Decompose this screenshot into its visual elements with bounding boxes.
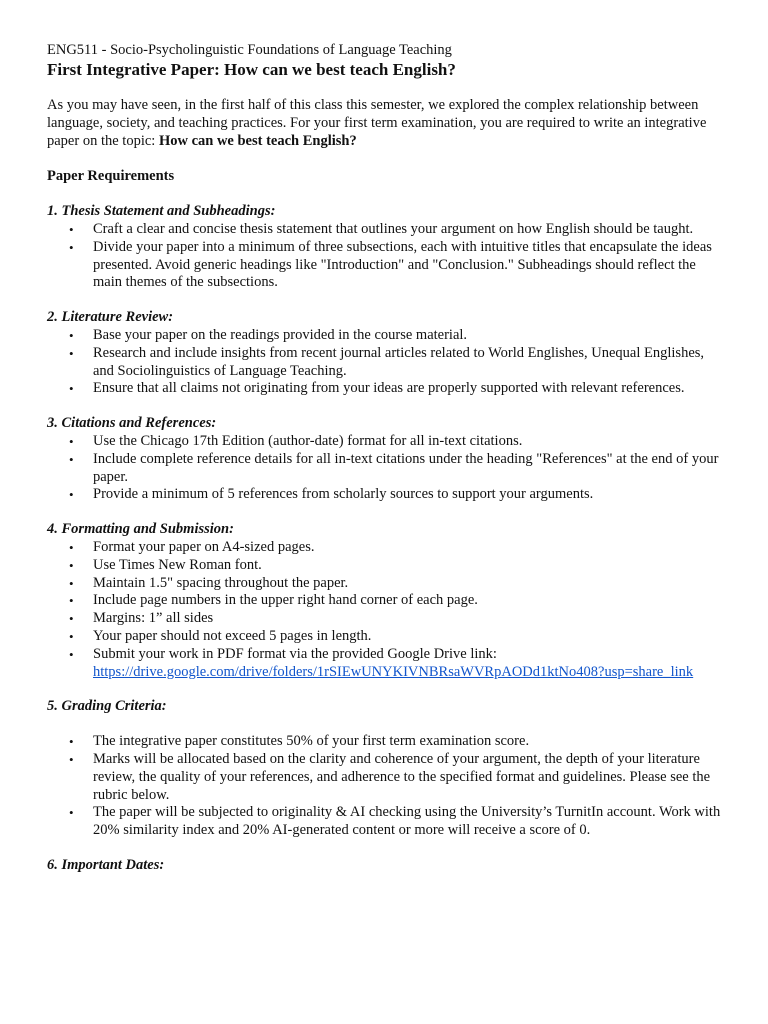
list-item <box>47 592 728 610</box>
bullet-icon: • <box>69 593 74 609</box>
bullet-icon: • <box>69 221 74 237</box>
section-literature <box>47 309 728 398</box>
list-item-text: Include complete reference details for all in-text citations under the heading "References" at the end of your paper. <box>93 450 719 485</box>
list-item-text: The paper will be subjected to originality & AI checking using the University’s TurnitIn account. Work with 20% similarity index and 20% AI-generated content or more will receive a score of 0. <box>93 804 721 839</box>
list-item-text: Use Times New Roman font. <box>93 556 262 573</box>
google-drive-link[interactable]: https://drive.google.com/drive/folders/1rSIEwUNYKIVNBRsaWVRpAODd1ktNo408?usp=share_link <box>93 663 694 680</box>
list-item <box>47 451 728 487</box>
bullet-icon: • <box>69 628 74 644</box>
bullet-list <box>47 539 728 681</box>
bullet-list <box>47 433 728 504</box>
section-heading: 2. Literature Review: <box>47 309 174 326</box>
list-item <box>47 610 728 628</box>
section-formatting <box>47 521 728 681</box>
list-item-text: Craft a clear and concise thesis statement that outlines your argument on how English should be taught. <box>93 220 694 237</box>
bullet-icon: • <box>69 539 74 555</box>
course-title: ENG511 - Socio-Psycholinguistic Foundations of Language Teaching <box>47 42 452 58</box>
list-item <box>47 327 728 345</box>
list-item-text: Submit your work in PDF format via the provided Google Drive link: <box>93 645 497 662</box>
list-item <box>47 646 728 682</box>
bullet-icon: • <box>69 487 74 503</box>
section-dates <box>47 857 728 875</box>
bullet-icon: • <box>69 345 74 361</box>
bullet-icon: • <box>69 451 74 467</box>
list-item-text: Research and include insights from recent journal articles related to World Englishes, Unequal Englishes, and Sociolinguistics of Language Teaching. <box>93 344 705 379</box>
spacer <box>47 716 728 733</box>
bullet-icon: • <box>69 239 74 255</box>
list-item-text: Your paper should not exceed 5 pages in length. <box>93 627 372 644</box>
list-item <box>47 557 728 575</box>
bullet-icon: • <box>69 557 74 573</box>
list-item <box>47 239 728 292</box>
list-item <box>47 628 728 646</box>
bullet-icon: • <box>69 646 74 662</box>
list-item <box>47 751 728 804</box>
list-item-text: Ensure that all claims not originating from your ideas are properly supported with relevant references. <box>93 380 685 397</box>
list-item <box>47 221 728 239</box>
list-item <box>47 804 728 840</box>
bullet-icon: • <box>69 805 74 821</box>
bullet-list <box>47 327 728 398</box>
intro-topic: How can we best teach English? <box>158 132 357 149</box>
list-item-text: Divide your paper into a minimum of three subsections, each with intuitive titles that encapsulate the ideas presented. Avoid generic headings like "Introduction" and "Conclusion." Subheadings should reflect the main themes of the subsections. <box>93 238 712 291</box>
list-item-text: Maintain 1.5" spacing throughout the paper. <box>93 574 349 591</box>
list-item-text: The integrative paper constitutes 50% of your first term examination score. <box>93 733 530 750</box>
list-item <box>47 380 728 398</box>
list-item-text: Marks will be allocated based on the clarity and coherence of your argument, the depth of your literature review, the quality of your references, and adherence to the specified format and guidelines. Please see the rubric below. <box>93 750 711 803</box>
list-item-text: Margins: 1” all sides <box>93 610 214 627</box>
intro-text: As you may have seen, in the first half of this class this semester, we explored the complex relationship between language, society, and teaching practices. For your first term examination, you are required to write an integrative paper on the topic: <box>47 97 707 149</box>
bullet-list <box>47 733 728 840</box>
bullet-icon: • <box>69 751 74 767</box>
list-item <box>47 486 728 504</box>
list-item <box>47 575 728 593</box>
list-item <box>47 345 728 381</box>
list-item <box>47 433 728 451</box>
bullet-icon: • <box>69 734 74 750</box>
section-heading: 5. Grading Criteria: <box>47 698 167 715</box>
bullet-icon: • <box>69 381 74 397</box>
list-item-text: Format your paper on A4-sized pages. <box>93 538 315 555</box>
list-item-text: Base your paper on the readings provided in the course material. <box>93 326 468 343</box>
bullet-icon: • <box>69 611 74 627</box>
section-heading: 6. Important Dates: <box>47 856 165 873</box>
paper-title: First Integrative Paper: How can we best teach English? <box>47 60 456 79</box>
section-heading: 1. Thesis Statement and Subheadings: <box>47 203 276 220</box>
section-heading: 3. Citations and References: <box>47 415 217 432</box>
list-item <box>47 733 728 751</box>
requirements-heading: Paper Requirements <box>47 168 175 185</box>
intro-paragraph <box>47 97 728 150</box>
list-item-text: Provide a minimum of 5 references from scholarly sources to support your arguments. <box>93 486 594 503</box>
list-item-text: Include page numbers in the upper right hand corner of each page. <box>93 592 478 609</box>
list-item <box>47 539 728 557</box>
bullet-icon: • <box>69 575 74 591</box>
bullet-icon: • <box>69 433 74 449</box>
section-thesis <box>47 203 728 292</box>
list-item-text: Use the Chicago 17th Edition (author-date) format for all in-text citations. <box>93 432 523 449</box>
bullet-list <box>47 221 728 292</box>
section-citations <box>47 415 728 504</box>
section-grading <box>47 698 728 840</box>
bullet-icon: • <box>69 327 74 343</box>
section-heading: 4. Formatting and Submission: <box>47 521 234 538</box>
